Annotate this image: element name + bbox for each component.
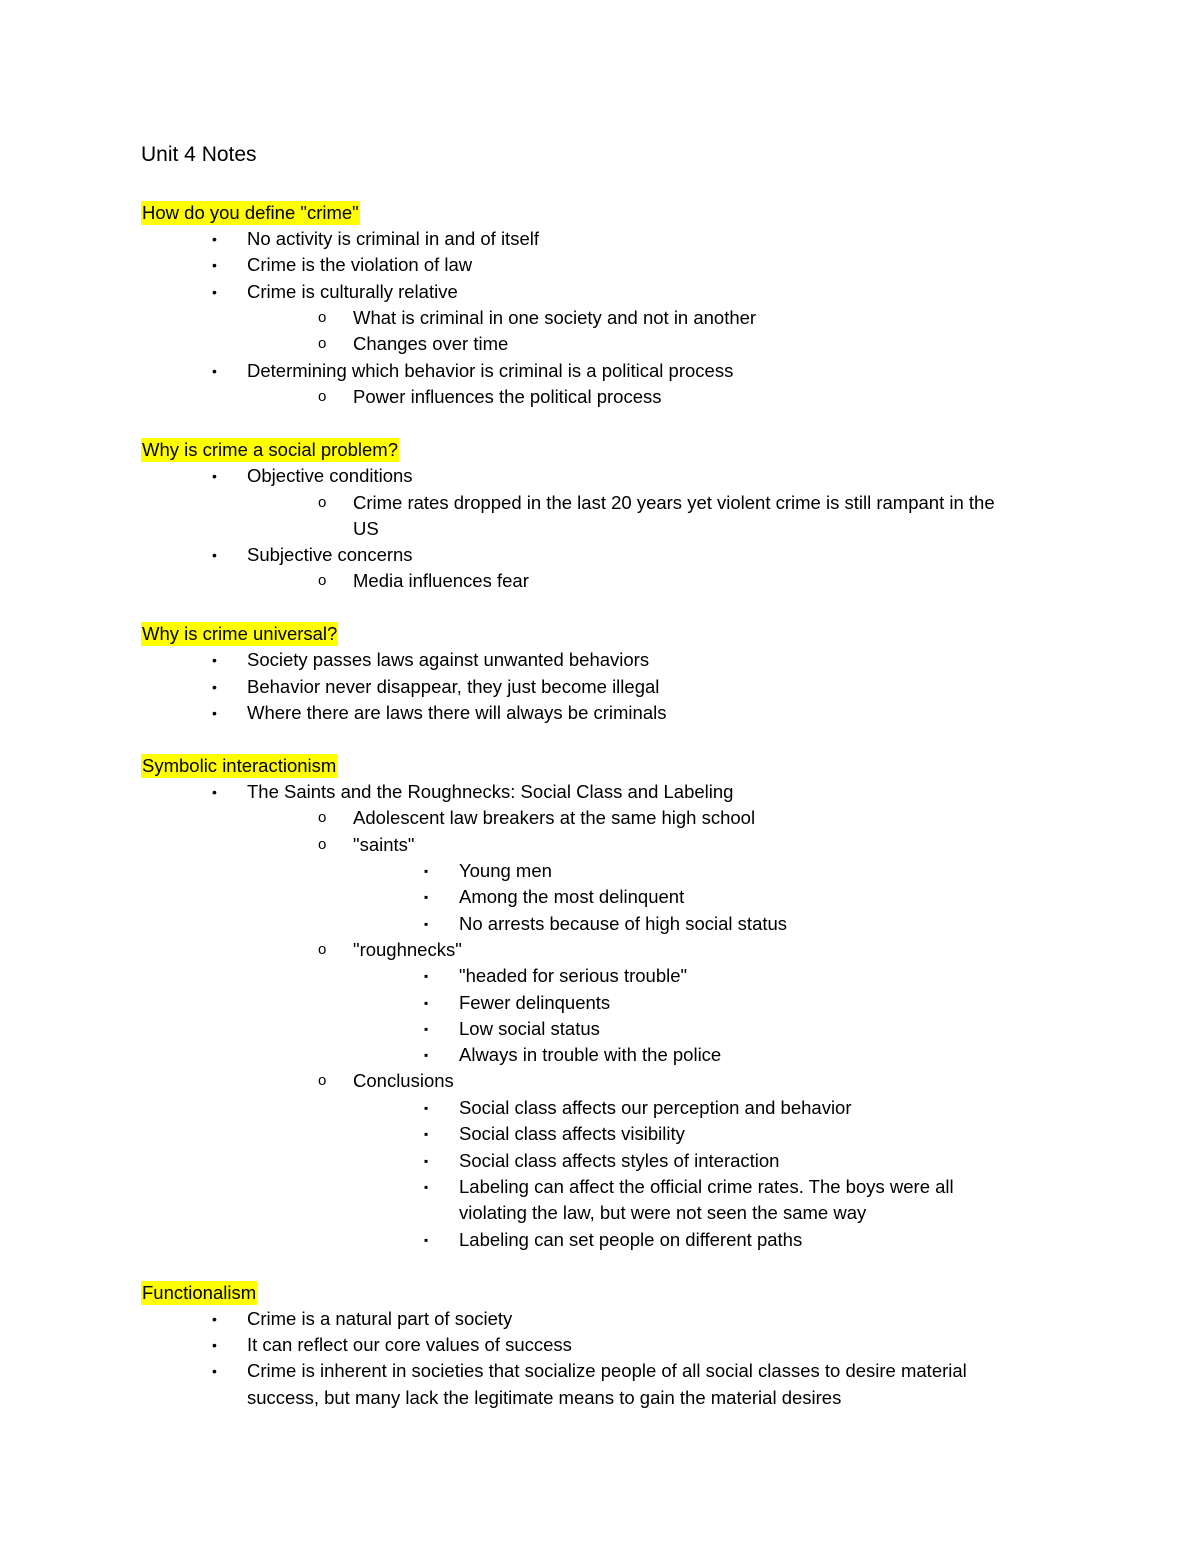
list-item: Determining which behavior is criminal is a political process xyxy=(247,360,734,381)
list-item: Social class affects styles of interaction xyxy=(459,1150,780,1171)
section-heading xyxy=(141,622,338,645)
list-item: Always in trouble with the police xyxy=(459,1044,722,1065)
list-item: Conclusions xyxy=(353,1070,454,1091)
list-item: Behavior never disappear, they just become illegal xyxy=(247,676,660,697)
list-item-continuation: success, but many lack the legitimate means to gain the material desires xyxy=(247,1387,842,1408)
bullet-marker: ▪ xyxy=(424,917,429,931)
list-item: Labeling can set people on different paths xyxy=(459,1229,803,1250)
list-item: "roughnecks" xyxy=(353,939,462,960)
bullet-marker: ▪ xyxy=(424,1180,429,1194)
list-item: No activity is criminal in and of itself xyxy=(247,228,539,249)
bullet-marker: • xyxy=(212,468,217,484)
list-item: What is criminal in one society and not in another xyxy=(353,307,757,328)
bullet-marker: o xyxy=(318,809,327,826)
section-heading xyxy=(141,438,399,461)
page-title: Unit 4 Notes xyxy=(141,143,257,166)
bullet-marker: • xyxy=(212,363,217,379)
bullet-marker: ▪ xyxy=(424,1127,429,1141)
bullet-marker: • xyxy=(212,679,217,695)
highlighted-heading-text: Functionalism xyxy=(142,1282,257,1303)
list-item: Fewer delinquents xyxy=(459,992,611,1013)
bullet-marker: ▪ xyxy=(424,1233,429,1247)
list-item: Low social status xyxy=(459,1018,600,1039)
bullet-marker: ▪ xyxy=(424,1048,429,1062)
bullet-marker: ▪ xyxy=(424,996,429,1010)
bullet-marker: • xyxy=(212,784,217,800)
list-item: Where there are laws there will always be criminals xyxy=(247,702,667,723)
bullet-marker: ▪ xyxy=(424,969,429,983)
highlighted-heading-text: Why is crime universal? xyxy=(142,623,338,644)
bullet-marker: ▪ xyxy=(424,890,429,904)
list-item: Society passes laws against unwanted behaviors xyxy=(247,649,650,670)
list-item: Objective conditions xyxy=(247,465,413,486)
bullet-marker: o xyxy=(318,388,327,405)
bullet-marker: ▪ xyxy=(424,1022,429,1036)
bullet-marker: • xyxy=(212,547,217,563)
section-heading xyxy=(141,754,337,777)
list-item: "saints" xyxy=(353,834,415,855)
list-item: Crime is a natural part of society xyxy=(247,1308,513,1329)
bullet-marker: • xyxy=(212,257,217,273)
list-item: No arrests because of high social status xyxy=(459,913,788,934)
bullet-marker: • xyxy=(212,1311,217,1327)
bullet-marker: • xyxy=(212,1363,217,1379)
bullet-marker: • xyxy=(212,231,217,247)
bullet-marker: o xyxy=(318,836,327,853)
list-item: Power influences the political process xyxy=(353,386,662,407)
list-item: Media influences fear xyxy=(353,570,529,591)
list-item: The Saints and the Roughnecks: Social Class and Labeling xyxy=(247,781,734,802)
highlighted-heading-text: Symbolic interactionism xyxy=(142,755,337,776)
list-item: Social class affects visibility xyxy=(459,1123,685,1144)
section-heading xyxy=(141,201,360,224)
bullet-marker: • xyxy=(212,284,217,300)
bullet-marker: o xyxy=(318,572,327,589)
list-item: Crime is the violation of law xyxy=(247,254,473,275)
bullet-marker: • xyxy=(212,705,217,721)
list-item: Adolescent law breakers at the same high school xyxy=(353,807,756,828)
bullet-marker: ▪ xyxy=(424,1101,429,1115)
list-item: Among the most delinquent xyxy=(459,886,685,907)
highlighted-heading-text: How do you define "crime" xyxy=(142,202,359,223)
bullet-marker: ▪ xyxy=(424,1154,429,1168)
bullet-marker: ▪ xyxy=(424,864,429,878)
list-item: Labeling can affect the official crime rates. The boys were all xyxy=(459,1176,954,1197)
list-item: "headed for serious trouble" xyxy=(459,965,688,986)
list-item: Social class affects our perception and behavior xyxy=(459,1097,852,1118)
bullet-marker: o xyxy=(318,941,327,958)
bullet-marker: • xyxy=(212,652,217,668)
bullet-marker: o xyxy=(318,494,327,511)
list-item: It can reflect our core values of success xyxy=(247,1334,572,1355)
bullet-marker: • xyxy=(212,1337,217,1353)
list-item: Crime is culturally relative xyxy=(247,281,458,302)
highlighted-heading-text: Why is crime a social problem? xyxy=(142,439,398,460)
bullet-marker: o xyxy=(318,1072,327,1089)
list-item-continuation: violating the law, but were not seen the same way xyxy=(459,1202,867,1223)
section-heading xyxy=(141,1281,257,1304)
bullet-marker: o xyxy=(318,335,327,352)
list-item: Subjective concerns xyxy=(247,544,413,565)
list-item: Young men xyxy=(459,860,552,881)
list-item: Crime rates dropped in the last 20 years yet violent crime is still rampant in the xyxy=(353,492,995,513)
bullet-marker: o xyxy=(318,309,327,326)
list-item: Changes over time xyxy=(353,333,509,354)
list-item-continuation: US xyxy=(353,518,379,539)
list-item: Crime is inherent in societies that socialize people of all social classes to desire material xyxy=(247,1360,967,1381)
